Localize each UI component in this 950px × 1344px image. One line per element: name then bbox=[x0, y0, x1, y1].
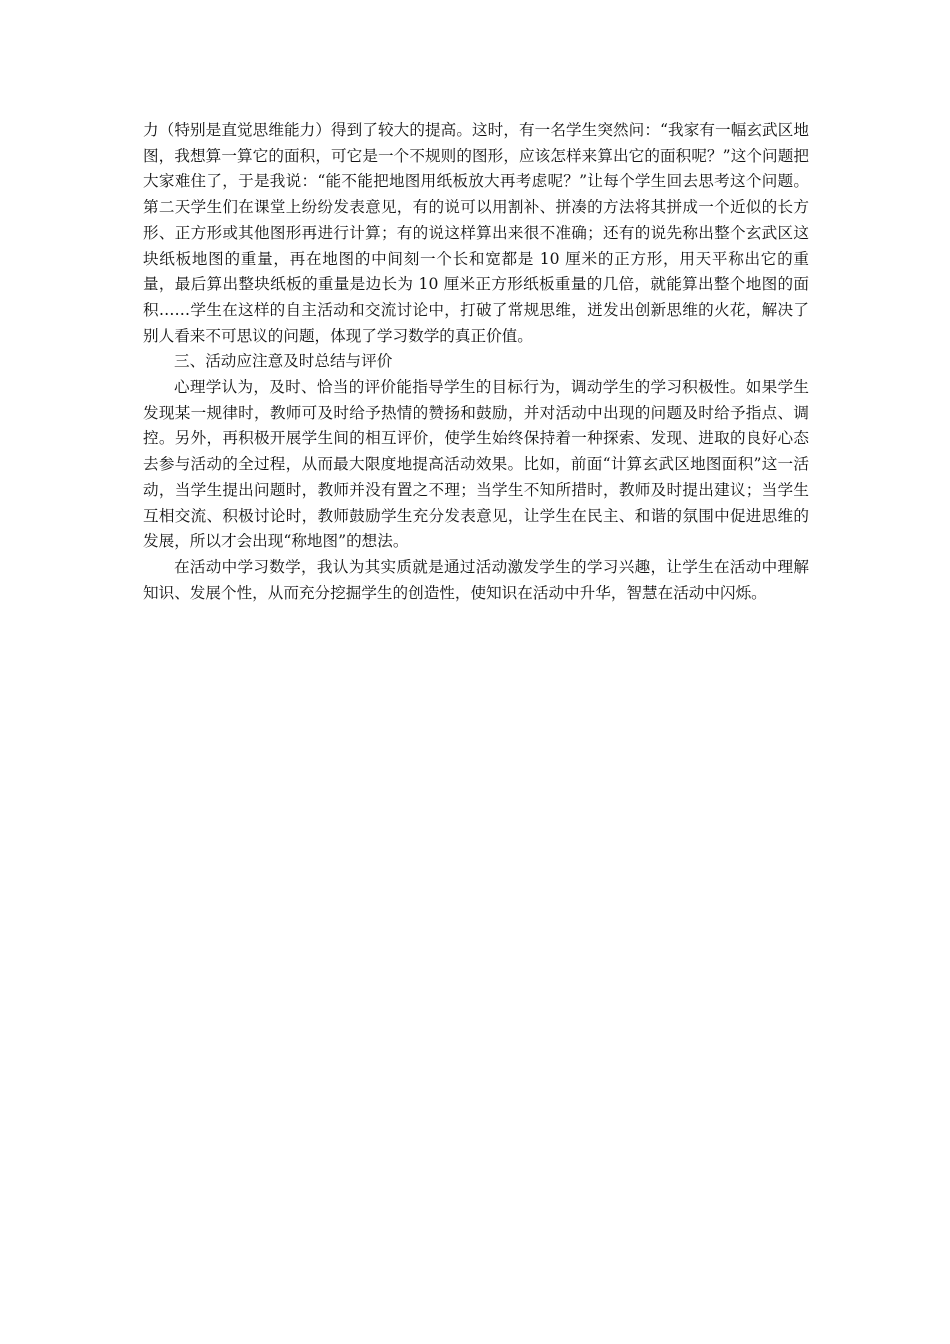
section-heading: 三、活动应注意及时总结与评价 bbox=[174, 352, 393, 371]
paragraph-conclusion: 在活动中学习数学，我认为其实质就是通过活动激发学生的学习兴趣，让学生在活动中理解知识、发展个性，从而充分挖掘学生的创造性，使知识在活动中升华，智慧在活动中闪烁。 bbox=[143, 557, 809, 602]
paragraph-continuation: 力（特别是直觉思维能力）得到了较大的提高。这时，有一名学生突然问：“我家有一幅玄武区地图，我想算一算它的面积，可它是一个不规则的图形，应该怎样来算出它的面积呢？”这个问题把大家难住了，于是我说：“能不能把地图用纸板放大再考虑呢？”让每个学生回去思考这个问题。第二天学生们在课堂上纷纷发表意见，有的说可以用割补、拼凑的方法将其拼成一个近似的长方形、正方形或其他图形再进行计算；有的说这样算出来很不准确；还有的说先称出整个玄武区这块纸板地图的重量，再在地图的中间刻一个长和宽都是 10 厘米的正方形，用天平称出它的重量，最后算出整块纸板的重量是边长为 10 厘米正方形纸板重量的几倍，就能算出整个地图的面积……学生在这样的自主活动和交流讨论中，打破了常规思维，迸发出创新思维的火花，解决了别人看来不可思议的问题，体现了学习数学的真正价值。 bbox=[143, 121, 809, 345]
paragraph-evaluation: 心理学认为，及时、恰当的评价能指导学生的目标行为，调动学生的学习积极性。如果学生发现某一规律时，教师可及时给予热情的赞扬和鼓励，并对活动中出现的问题及时给予指点、调控。另外，再积极开展学生间的相互评价，使学生始终保持着一种探索、发现、进取的良好心态去参与活动的全过程，从而最大限度地提高活动效果。比如，前面“计算玄武区地图面积”这一活动，当学生提出问题时，教师并没有置之不理；当学生不知所措时，教师及时提出建议；当学生互相交流、积极讨论时，教师鼓励学生充分发表意见，让学生在民主、和谐的氛围中促进思维的发展，所以才会出现“称地图”的想法。 bbox=[143, 378, 809, 551]
document-body bbox=[143, 118, 809, 606]
